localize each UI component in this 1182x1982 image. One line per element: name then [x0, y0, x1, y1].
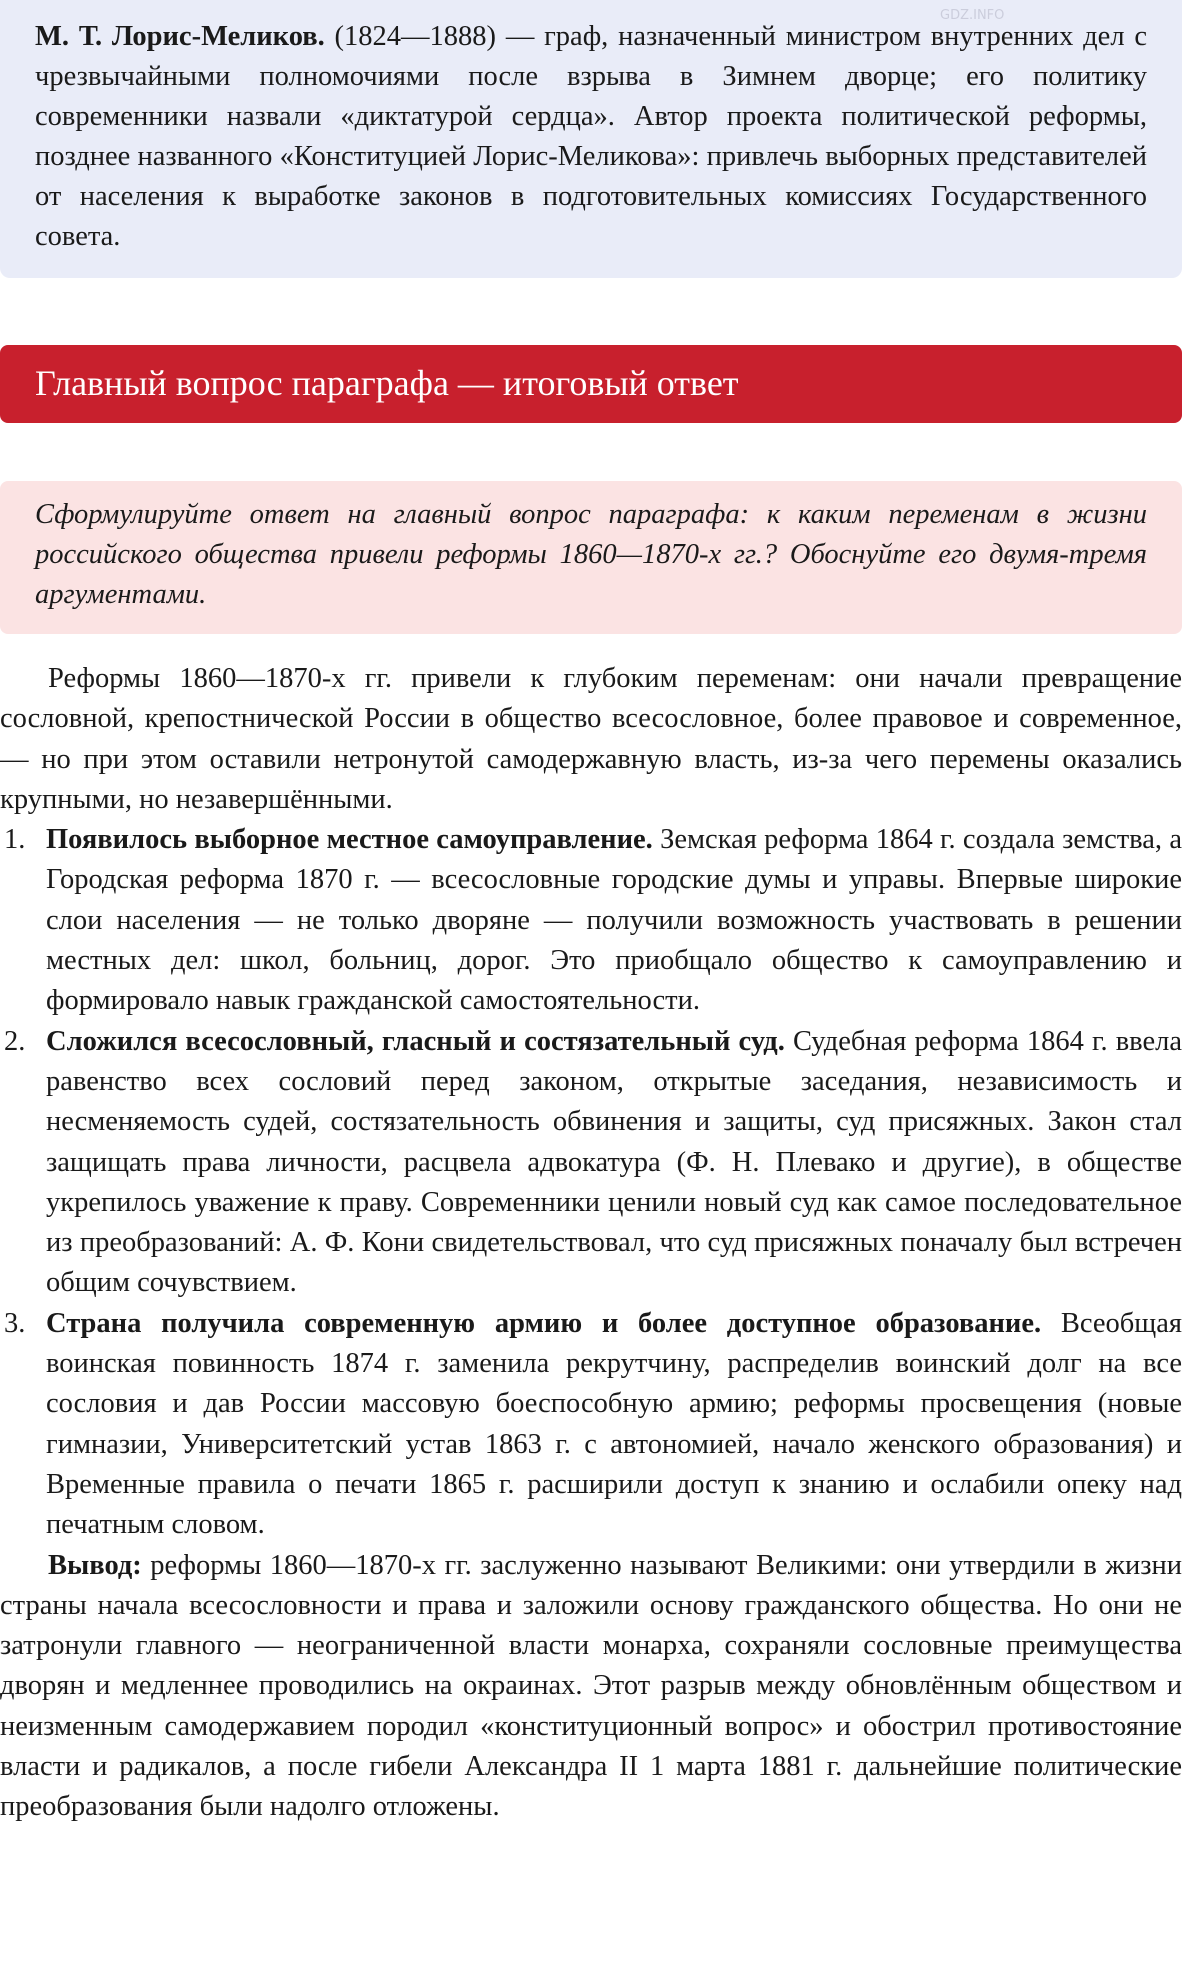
argument-text: Всеобщая воинская повинность 1874 г. заменила рекрутчину, распределив воинский долг на все сословия и дав России массовую боеспособную армию; реформы просвещения (новые гимназии, Университетский устав 1863 г. с автономией, начало женского образования) и Временные правила о печати 1865 г. расширили доступ к знанию и ослабили опеку над печатным словом.	[46, 1307, 1182, 1541]
conclusion-text: реформы 1860—1870-х гг. заслуженно называют Великими: они утвердили в жизни страны начала всесословности и права и заложили основу гражданского общества. Но они не затронули главного — неограниченной власти монарха, сохраняли сословные преимущества дворян и медленнее проводились на окраинах. Этот разрыв между обновлённым обществом и неизменным самодержавием породил «конституционный вопрос» и обострил противостояние власти и радикалов, а после гибели Александра II 1 марта 1881 г. дальнейшие политические преобразования были надолго отложены.	[0, 1549, 1182, 1823]
argument-list	[0, 820, 1182, 1545]
argument-title: Страна получила современную армию и более доступное образование.	[46, 1307, 1042, 1339]
question-text: Сформулируйте ответ на главный вопрос параграфа: к каким переменам в жизни российского общества привели реформы 1860—1870-х гг.? Обоснуйте его двумя-тремя аргументами.	[35, 499, 1147, 610]
argument-title: Сложился всесословный, гласный и состязательный суд.	[46, 1025, 785, 1057]
argument-number: 1.	[4, 824, 26, 856]
argument-title: Появилось выборное местное самоуправление.	[46, 824, 653, 856]
biography-name: М. Т. Лорис-Меликов.	[35, 21, 325, 52]
biography-description: (1824—1888) — граф, назначенный министром внутренних дел с чрезвычайными полномочиями после взрыва в Зимнем дворце; его политику современники назвали «диктатурой сердца». Автор проекта политической реформы, позднее названного «Конституцией Лорис-Меликова»: привлечь выборных представителей от населения к выработке законов в подготовительных комиссиях Государственного совета.	[35, 21, 1147, 252]
section-banner	[0, 345, 1182, 423]
argument-item	[0, 1022, 1182, 1304]
argument-item	[0, 1304, 1182, 1546]
biography-box	[0, 0, 1182, 278]
argument-number: 2.	[4, 1025, 26, 1057]
answer-intro: Реформы 1860—1870-х гг. привели к глубоким переменам: они начали превращение сословной, крепостнической России в общество всесословное, более правовое и современное, — но при этом оставили нетронутой самодержавную власть, из-за чего перемены оказались крупными, но незавершёнными.	[0, 663, 1182, 815]
conclusion	[0, 1546, 1182, 1828]
argument-text: Судебная реформа 1864 г. ввела равенство всех сословий перед законом, открытые заседания, независимость и несменяемость судей, состязательность обвинения и защиты, суд присяжных. Закон стал защищать права личности, расцвела адвокатура (Ф. Н. Плевако и другие), в обществе укрепилось уважение к праву. Современники ценили новый суд как самое последовательное из преобразований: А. Ф. Кони свидетельствовал, что суд присяжных поначалу был встречен общим сочувствием.	[46, 1025, 1182, 1299]
conclusion-label: Вывод:	[48, 1549, 142, 1581]
question-box	[0, 481, 1182, 634]
argument-number: 3.	[4, 1307, 26, 1339]
section-title: Главный вопрос параграфа — итоговый ответ	[35, 363, 739, 403]
argument-item	[0, 820, 1182, 1021]
watermark: GDZ.INFO	[940, 8, 1005, 23]
answer-block	[0, 659, 1182, 1828]
biography-text	[35, 17, 1147, 257]
argument-text: Земская реформа 1864 г. создала земства, а Городская реформа 1870 г. — всесословные городские думы и управы. Впервые широкие слои населения — не только дворяне — получили возможность участвовать в решении местных дел: школ, больниц, дорог. Это приобщало общество к самоуправлению и формировало навык гражданской самостоятельности.	[46, 824, 1182, 1017]
